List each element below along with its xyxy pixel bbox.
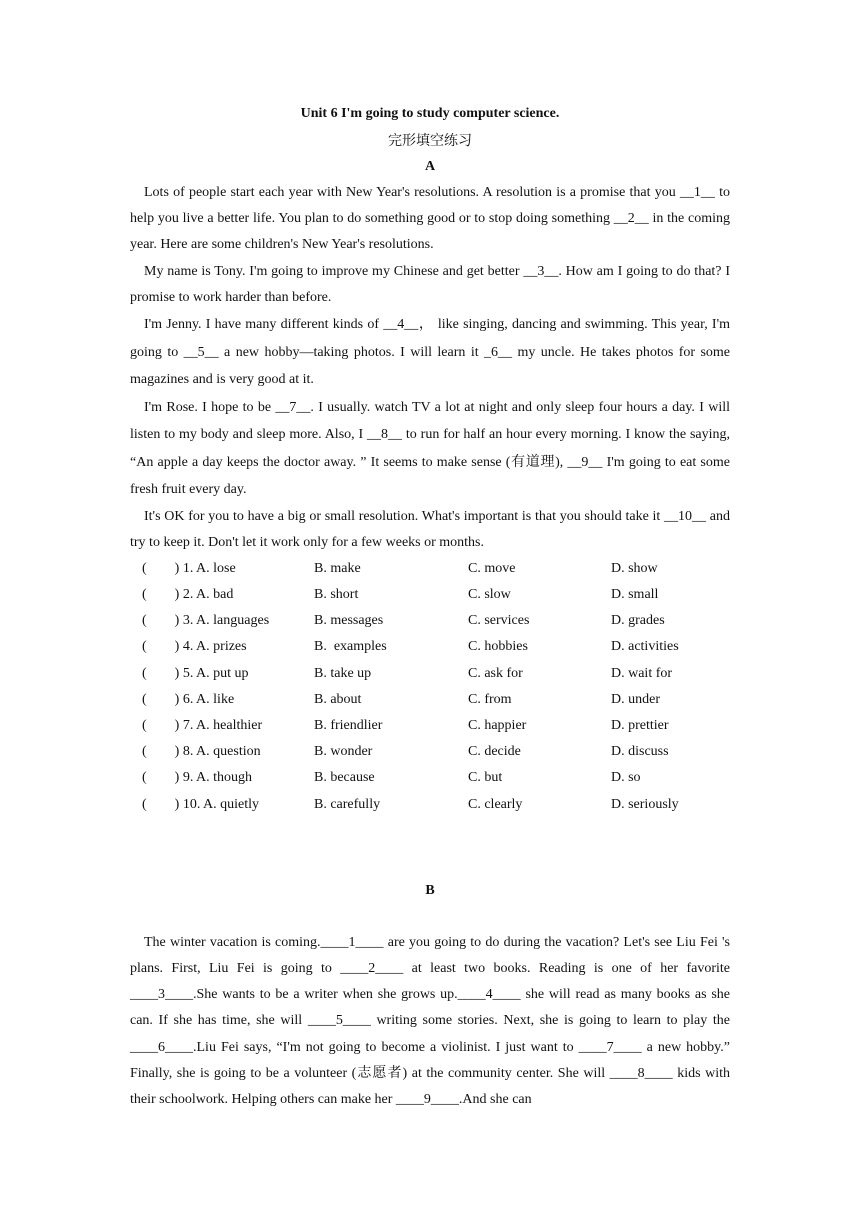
document-page xyxy=(130,100,730,1113)
option-c: C. slow xyxy=(468,587,511,603)
option-c: C. from xyxy=(468,691,512,707)
option-c: C. services xyxy=(468,613,530,629)
option-b: B. friendlier xyxy=(314,718,383,734)
option-row xyxy=(130,687,730,713)
option-question: ( ) 3. A. languages xyxy=(142,613,270,629)
option-row xyxy=(130,634,730,660)
option-d: D. wait for xyxy=(611,665,673,681)
option-b: B. examples xyxy=(314,639,387,655)
document-title: Unit 6 I'm going to study computer science. xyxy=(300,106,560,121)
option-d: D. so xyxy=(611,770,641,786)
section-b-label: B xyxy=(425,882,435,898)
option-b: B. wonder xyxy=(314,744,373,760)
option-question: ( ) 10. A. quietly xyxy=(142,796,260,812)
section-a-paragraph-5: It's OK for you to have a big or small resolution. What's important is that you should take it __10__ and try to keep it. Don't let it work only for a few weeks or months. xyxy=(130,508,730,550)
section-a-paragraph-1: Lots of people start each year with New Year's resolutions. A resolution is a promise that you __1__ to help you live a better life. You plan to do something good or to stop doing something __2__ in the coming year. Here are some children's New Year's resolutions. xyxy=(130,185,730,253)
option-d: D. seriously xyxy=(611,796,679,812)
option-d: D. activities xyxy=(611,639,679,655)
option-d: D. show xyxy=(611,560,658,576)
option-row xyxy=(130,739,730,765)
section-a-paragraph-3: I'm Jenny. I have many different kinds of __4__， like singing, dancing and swimming. This year, I'm going to __5__ a new hobby—taking photos. I will learn it _6__ my uncle. He takes photos for some magazines and is very good at it. xyxy=(130,317,730,388)
option-question: ( ) 9. A. though xyxy=(142,770,253,786)
option-row xyxy=(130,792,730,818)
options-table xyxy=(130,556,730,818)
option-c: C. hobbies xyxy=(468,639,528,655)
option-c: C. but xyxy=(468,770,503,786)
option-row xyxy=(130,661,730,687)
option-question: ( ) 4. A. prizes xyxy=(142,639,247,655)
option-d: D. under xyxy=(611,691,660,707)
option-row xyxy=(130,713,730,739)
option-c: C. ask for xyxy=(468,665,523,681)
option-c: C. move xyxy=(468,560,516,576)
option-question: ( ) 5. A. put up xyxy=(142,665,249,681)
option-row xyxy=(130,608,730,634)
option-d: D. prettier xyxy=(611,718,669,734)
option-b: B. about xyxy=(314,691,362,707)
option-c: C. decide xyxy=(468,744,521,760)
option-b: B. carefully xyxy=(314,796,381,812)
document-subtitle: 完形填空练习 xyxy=(388,133,472,149)
option-c: C. happier xyxy=(468,718,527,734)
option-b: B. make xyxy=(314,560,361,576)
option-row xyxy=(130,556,730,582)
section-a-paragraph-2: My name is Tony. I'm going to improve my Chinese and get better __3__. How am I going to do that? I promise to work harder than before. xyxy=(130,263,730,305)
option-b: B. because xyxy=(314,770,375,786)
option-b: B. take up xyxy=(314,665,372,681)
option-question: ( ) 2. A. bad xyxy=(142,587,234,603)
option-b: B. messages xyxy=(314,613,384,629)
option-question: ( ) 1. A. lose xyxy=(142,560,236,576)
option-d: D. grades xyxy=(611,613,665,629)
section-b-paragraph: The winter vacation is coming.____1____ are you going to do during the vacation? Let's see Liu Fei 's plans. First, Liu Fei is going to ____2____ at least two books. Reading is one of her favorite ____3____.She wants to be a writer when she grows up.____4____ she will read as many books as she can. If she has time, she will ____5____ writing some stories. Next, she is going to learn to play the ____6____.Liu Fei says, “I'm not going to become a violinist. I just want to ____7____ a new hobby.” Finally, she is going to be a volunteer (志愿者) at the community center. She will ____8____ kids with their schoolwork. Helping others can make her ____9____.And she can xyxy=(130,934,730,1108)
option-row xyxy=(130,765,730,791)
option-question: ( ) 7. A. healthier xyxy=(142,718,263,734)
option-c: C. clearly xyxy=(468,796,523,812)
option-d: D. small xyxy=(611,587,659,603)
option-question: ( ) 6. A. like xyxy=(142,691,235,707)
option-d: D. discuss xyxy=(611,744,669,760)
option-row xyxy=(130,582,730,608)
section-a-label: A xyxy=(424,159,436,174)
option-b: B. short xyxy=(314,587,359,603)
section-a-paragraph-4: I'm Rose. I hope to be __7__. I usually. watch TV a lot at night and only sleep four hours a day. I will listen to my body and sleep more. Also, I __8__ to run for half an hour every morning. I know the saying, “An apple a day keeps the doctor away. ” It seems to make sense (有道理), __9__ I'm going to eat some fresh fruit every day. xyxy=(130,399,730,498)
option-question: ( ) 8. A. question xyxy=(142,744,261,760)
